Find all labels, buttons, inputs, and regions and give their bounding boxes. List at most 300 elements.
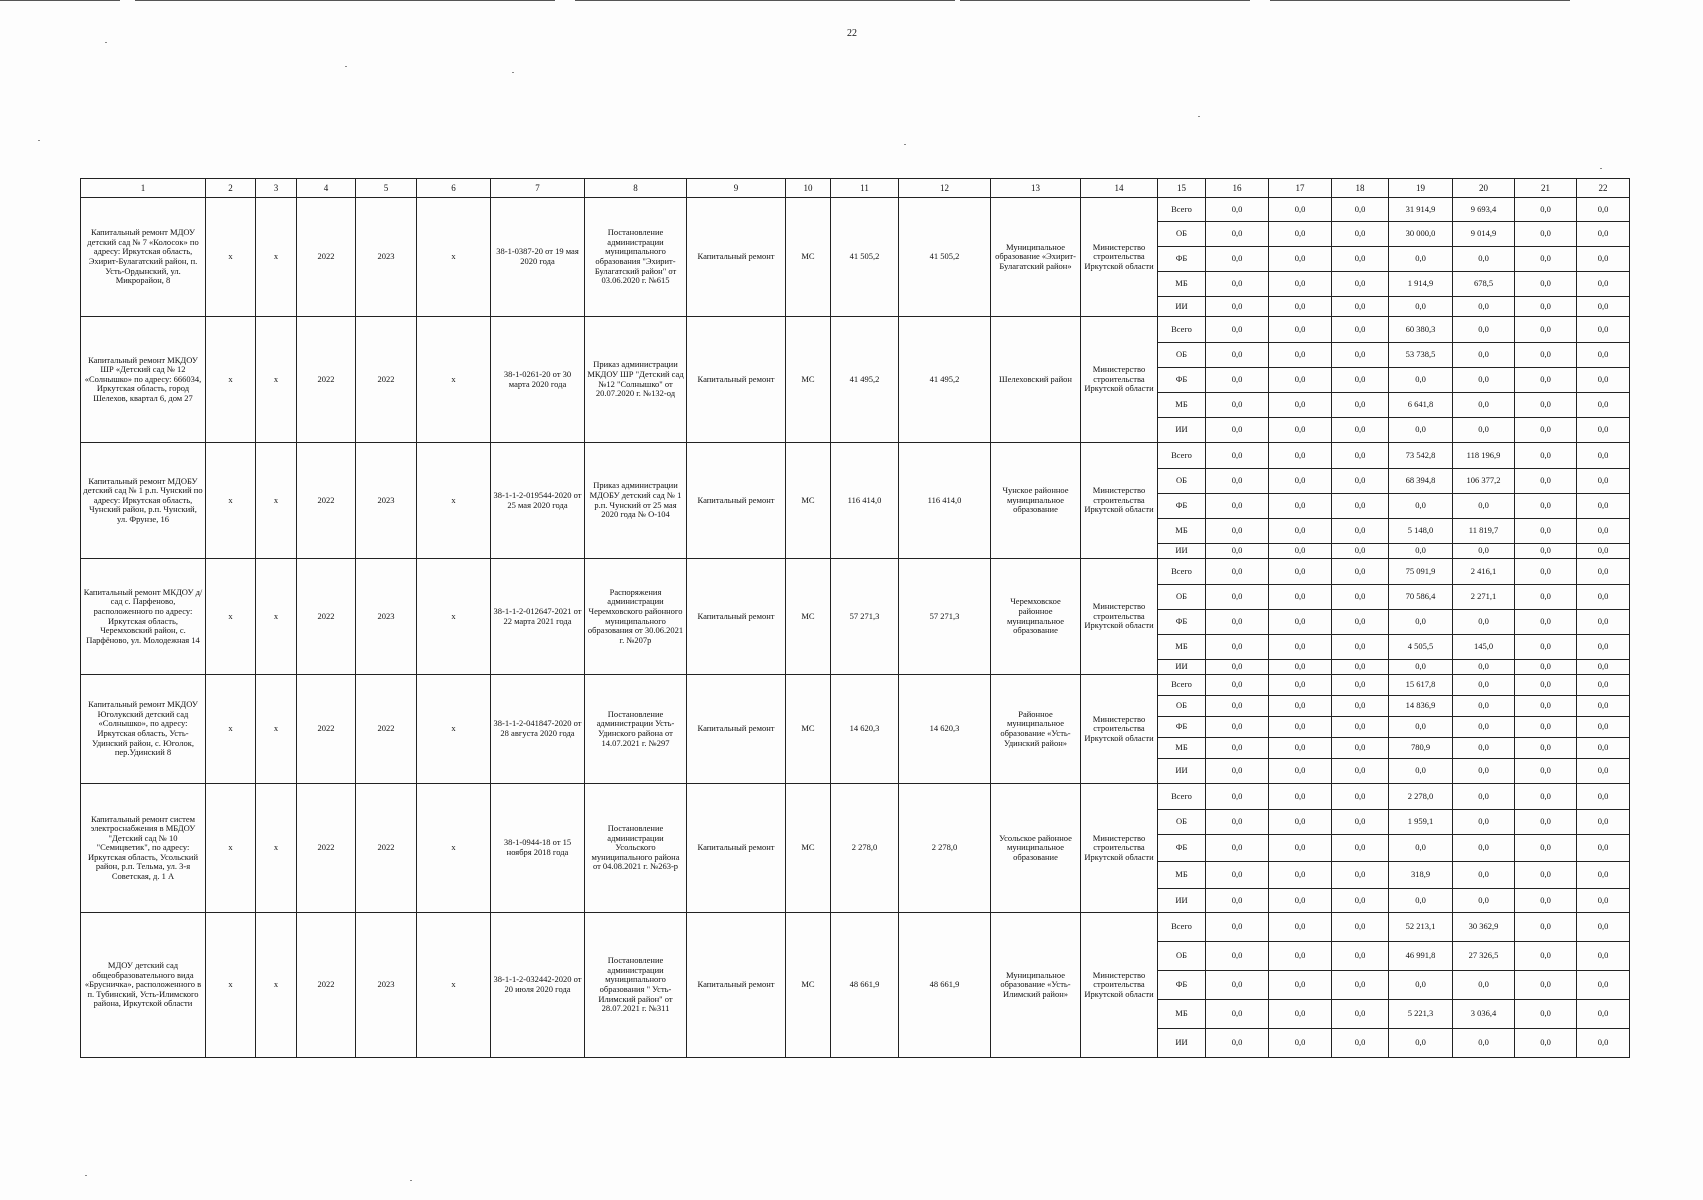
amount-col-22: 0,0 [1577,717,1630,738]
amount-col-18: 0,0 [1332,469,1389,494]
project-5-col-6: х [417,675,491,784]
amount-col-20: 145,0 [1453,635,1515,660]
amount-col-17: 0,0 [1269,942,1332,971]
column-number-8: 8 [585,179,687,198]
funding-source-label: ИИ [1158,660,1206,675]
funding-source-label: ФБ [1158,971,1206,1000]
project-4-col-1: Капитальный ремонт МКДОУ д/сад с. Парфеново, расположенного по адресу: Иркутская область, Черемховский район, с. Парфёново, ул. Молодежная 14 [81,559,206,675]
project-6-col-3: х [256,784,297,913]
project-1-col-9: Капитальный ремонт [687,198,786,317]
project-6-col-9: Капитальный ремонт [687,784,786,913]
project-3-col-13: Чунское районное муниципальное образование [991,443,1081,559]
amount-col-20: 0,0 [1453,418,1515,443]
column-number-15: 15 [1158,179,1206,198]
project-1-col-5: 2023 [356,198,417,317]
funding-source-label: МБ [1158,519,1206,544]
project-2-col-13: Шелеховский район [991,317,1081,443]
amount-col-18: 0,0 [1332,635,1389,660]
project-6-col-8: Постановление администрации Усольского муниципального района от 04.08.2021 г. №263-р [585,784,687,913]
project-6-col-5: 2022 [356,784,417,913]
project-1-col-7: 38-1-0387-20 от 19 мая 2020 года [491,198,585,317]
amount-col-22: 0,0 [1577,418,1630,443]
amount-col-22: 0,0 [1577,971,1630,1000]
project-3-col-11: 116 414,0 [831,443,899,559]
amount-col-17: 0,0 [1269,368,1332,393]
amount-col-20: 9 693,4 [1453,198,1515,222]
amount-col-19: 0,0 [1389,247,1453,272]
project-1-col-8: Постановление администрации муниципального образования "Эхирит-Булагатский район" от 03.06.2020 г. №615 [585,198,687,317]
funding-source-label: ОБ [1158,469,1206,494]
amount-col-22: 0,0 [1577,222,1630,247]
project-1-col-4: 2022 [297,198,356,317]
amount-col-17: 0,0 [1269,835,1332,862]
project-3-col-4: 2022 [297,443,356,559]
amount-col-17: 0,0 [1269,443,1332,469]
funding-source-label: ОБ [1158,810,1206,835]
project-1-col-14: Министерство строительства Иркутской области [1081,198,1158,317]
amount-col-20: 118 196,9 [1453,443,1515,469]
amount-col-18: 0,0 [1332,675,1389,696]
amount-col-21: 0,0 [1515,696,1577,717]
project-5-col-14: Министерство строительства Иркутской области [1081,675,1158,784]
funding-source-label: ФБ [1158,494,1206,519]
amount-col-21: 0,0 [1515,1000,1577,1029]
funding-source-label: ИИ [1158,1029,1206,1058]
project-7-col-5: 2023 [356,913,417,1058]
project-4-col-11: 57 271,3 [831,559,899,675]
amount-col-19: 0,0 [1389,368,1453,393]
funding-source-label: Всего [1158,675,1206,696]
funding-source-label: МБ [1158,272,1206,297]
amount-col-22: 0,0 [1577,247,1630,272]
column-number-2: 2 [206,179,256,198]
amount-col-18: 0,0 [1332,889,1389,913]
column-number-6: 6 [417,179,491,198]
amount-col-21: 0,0 [1515,272,1577,297]
funding-source-label: Всего [1158,198,1206,222]
amount-col-21: 0,0 [1515,759,1577,784]
amount-col-16: 0,0 [1206,418,1269,443]
amount-col-22: 0,0 [1577,519,1630,544]
amount-col-17: 0,0 [1269,717,1332,738]
project-4-col-3: х [256,559,297,675]
project-3-col-10: МС [786,443,831,559]
amount-col-20: 0,0 [1453,696,1515,717]
amount-col-20: 0,0 [1453,610,1515,635]
amount-col-18: 0,0 [1332,559,1389,585]
amount-col-16: 0,0 [1206,971,1269,1000]
amount-col-17: 0,0 [1269,1029,1332,1058]
column-number-22: 22 [1577,179,1630,198]
project-6-col-4: 2022 [297,784,356,913]
amount-col-20: 3 036,4 [1453,1000,1515,1029]
amount-col-22: 0,0 [1577,443,1630,469]
amount-col-16: 0,0 [1206,585,1269,610]
project-1-col-11: 41 505,2 [831,198,899,317]
amount-col-17: 0,0 [1269,585,1332,610]
amount-col-22: 0,0 [1577,889,1630,913]
funding-source-label: МБ [1158,1000,1206,1029]
funding-source-label: ФБ [1158,368,1206,393]
table-row [81,559,1630,585]
amount-col-21: 0,0 [1515,544,1577,559]
amount-col-16: 0,0 [1206,913,1269,942]
amount-col-20: 2 271,1 [1453,585,1515,610]
amount-col-19: 780,9 [1389,738,1453,759]
amount-col-20: 0,0 [1453,317,1515,343]
project-5-col-9: Капитальный ремонт [687,675,786,784]
project-5-col-8: Постановление администрации Усть-Удинского района от 14.07.2021 г. №297 [585,675,687,784]
amount-col-17: 0,0 [1269,610,1332,635]
amount-col-19: 0,0 [1389,1029,1453,1058]
amount-col-21: 0,0 [1515,222,1577,247]
amount-col-17: 0,0 [1269,544,1332,559]
amount-col-18: 0,0 [1332,343,1389,368]
amount-col-20: 0,0 [1453,759,1515,784]
amount-col-21: 0,0 [1515,835,1577,862]
amount-col-21: 0,0 [1515,942,1577,971]
amount-col-17: 0,0 [1269,759,1332,784]
amount-col-19: 70 586,4 [1389,585,1453,610]
amount-col-20: 678,5 [1453,272,1515,297]
amount-col-17: 0,0 [1269,971,1332,1000]
funding-source-label: ФБ [1158,717,1206,738]
amount-col-18: 0,0 [1332,519,1389,544]
project-2-col-1: Капитальный ремонт МКДОУ ШР «Детский сад № 12 «Солнышко» по адресу: 666034, Иркутская область, город Шелехов, квартал 6, дом 27 [81,317,206,443]
amount-col-21: 0,0 [1515,675,1577,696]
amount-col-18: 0,0 [1332,418,1389,443]
amount-col-16: 0,0 [1206,222,1269,247]
table-row [81,317,1630,343]
amount-col-22: 0,0 [1577,1000,1630,1029]
amount-col-20: 0,0 [1453,660,1515,675]
amount-col-17: 0,0 [1269,635,1332,660]
amount-col-16: 0,0 [1206,835,1269,862]
amount-col-21: 0,0 [1515,913,1577,942]
column-number-5: 5 [356,179,417,198]
amount-col-20: 0,0 [1453,675,1515,696]
funding-source-label: ФБ [1158,247,1206,272]
amount-col-18: 0,0 [1332,913,1389,942]
amount-col-22: 0,0 [1577,913,1630,942]
funding-source-label: ИИ [1158,297,1206,317]
project-7-col-2: х [206,913,256,1058]
amount-col-19: 73 542,8 [1389,443,1453,469]
amount-col-20: 30 362,9 [1453,913,1515,942]
amount-col-19: 5 148,0 [1389,519,1453,544]
amount-col-21: 0,0 [1515,717,1577,738]
project-3-col-9: Капитальный ремонт [687,443,786,559]
project-3-col-3: х [256,443,297,559]
amount-col-19: 31 914,9 [1389,198,1453,222]
project-3-col-7: 38-1-1-2-019544-2020 от 25 мая 2020 года [491,443,585,559]
amount-col-22: 0,0 [1577,544,1630,559]
funding-source-label: ОБ [1158,222,1206,247]
project-6-col-10: МС [786,784,831,913]
amount-col-21: 0,0 [1515,317,1577,343]
project-6-col-11: 2 278,0 [831,784,899,913]
amount-col-20: 11 819,7 [1453,519,1515,544]
amount-col-16: 0,0 [1206,469,1269,494]
amount-col-21: 0,0 [1515,635,1577,660]
amount-col-20: 0,0 [1453,343,1515,368]
amount-col-16: 0,0 [1206,247,1269,272]
project-5-col-3: х [256,675,297,784]
amount-col-18: 0,0 [1332,759,1389,784]
amount-col-17: 0,0 [1269,272,1332,297]
amount-col-20: 0,0 [1453,810,1515,835]
amount-col-21: 0,0 [1515,418,1577,443]
amount-col-21: 0,0 [1515,494,1577,519]
amount-col-18: 0,0 [1332,784,1389,810]
amount-col-16: 0,0 [1206,544,1269,559]
amount-col-19: 6 641,8 [1389,393,1453,418]
project-7-col-3: х [256,913,297,1058]
funding-source-label: ФБ [1158,610,1206,635]
amount-col-18: 0,0 [1332,297,1389,317]
amount-col-17: 0,0 [1269,862,1332,889]
project-1-col-6: х [417,198,491,317]
project-7-col-9: Капитальный ремонт [687,913,786,1058]
amount-col-17: 0,0 [1269,222,1332,247]
amount-col-22: 0,0 [1577,317,1630,343]
amount-col-20: 0,0 [1453,862,1515,889]
amount-col-19: 0,0 [1389,418,1453,443]
amount-col-19: 0,0 [1389,544,1453,559]
project-5-col-7: 38-1-1-2-041847-2020 от 28 августа 2020 года [491,675,585,784]
column-number-14: 14 [1081,179,1158,198]
amount-col-19: 0,0 [1389,297,1453,317]
amount-col-17: 0,0 [1269,198,1332,222]
project-4-col-12: 57 271,3 [899,559,991,675]
capital-repair-table [80,178,1630,1058]
amount-col-22: 0,0 [1577,393,1630,418]
amount-col-16: 0,0 [1206,810,1269,835]
amount-col-20: 0,0 [1453,544,1515,559]
project-2-col-2: х [206,317,256,443]
amount-col-16: 0,0 [1206,393,1269,418]
amount-col-19: 53 738,5 [1389,343,1453,368]
project-7-col-4: 2022 [297,913,356,1058]
funding-source-label: МБ [1158,862,1206,889]
amount-col-22: 0,0 [1577,198,1630,222]
amount-col-22: 0,0 [1577,675,1630,696]
column-number-row [81,179,1630,198]
amount-col-17: 0,0 [1269,494,1332,519]
project-6-col-2: х [206,784,256,913]
project-7-col-12: 48 661,9 [899,913,991,1058]
project-2-col-5: 2022 [356,317,417,443]
funding-source-label: Всего [1158,317,1206,343]
project-1-col-12: 41 505,2 [899,198,991,317]
amount-col-16: 0,0 [1206,942,1269,971]
funding-source-label: Всего [1158,784,1206,810]
amount-col-17: 0,0 [1269,559,1332,585]
amount-col-17: 0,0 [1269,913,1332,942]
funding-source-label: ОБ [1158,343,1206,368]
amount-col-21: 0,0 [1515,368,1577,393]
project-1-col-3: х [256,198,297,317]
amount-col-18: 0,0 [1332,585,1389,610]
amount-col-17: 0,0 [1269,810,1332,835]
amount-col-21: 0,0 [1515,519,1577,544]
amount-col-22: 0,0 [1577,759,1630,784]
amount-col-22: 0,0 [1577,660,1630,675]
amount-col-18: 0,0 [1332,942,1389,971]
funding-source-label: ОБ [1158,696,1206,717]
amount-col-18: 0,0 [1332,660,1389,675]
amount-col-18: 0,0 [1332,544,1389,559]
amount-col-21: 0,0 [1515,443,1577,469]
amount-col-17: 0,0 [1269,343,1332,368]
amount-col-16: 0,0 [1206,198,1269,222]
amount-col-20: 2 416,1 [1453,559,1515,585]
project-1-col-1: Капитальный ремонт МДОУ детский сад № 7 «Колосок» по адресу: Иркутская область, Эхирит-Булагатский район, п. Усть-Ордынский, ул. Микрорайон, 8 [81,198,206,317]
amount-col-19: 0,0 [1389,717,1453,738]
project-4-col-9: Капитальный ремонт [687,559,786,675]
amount-col-16: 0,0 [1206,1000,1269,1029]
project-7-col-14: Министерство строительства Иркутской области [1081,913,1158,1058]
amount-col-16: 0,0 [1206,272,1269,297]
amount-col-20: 0,0 [1453,738,1515,759]
project-3-col-8: Приказ администрации МДОБУ детский сад № 1 р.п. Чунский от 25 мая 2020 года № О-104 [585,443,687,559]
amount-col-22: 0,0 [1577,343,1630,368]
project-5-col-1: Капитальный ремонт МКДОУ Юголукский детский сад «Солнышко», по адресу: Иркутская область, Усть-Удинский район, с. Юголок, пер.Удинский 8 [81,675,206,784]
column-number-12: 12 [899,179,991,198]
amount-col-21: 0,0 [1515,889,1577,913]
table-row [81,913,1630,942]
amount-col-20: 9 014,9 [1453,222,1515,247]
project-5-col-5: 2022 [356,675,417,784]
amount-col-18: 0,0 [1332,971,1389,1000]
amount-col-22: 0,0 [1577,696,1630,717]
project-4-col-4: 2022 [297,559,356,675]
project-2-col-8: Приказ администрации МКДОУ ШР "Детский сад №12 "Солнышко" от 20.07.2020 г. №132-од [585,317,687,443]
amount-col-17: 0,0 [1269,418,1332,443]
amount-col-19: 5 221,3 [1389,1000,1453,1029]
column-number-17: 17 [1269,179,1332,198]
amount-col-20: 0,0 [1453,393,1515,418]
project-2-col-3: х [256,317,297,443]
project-2-col-10: МС [786,317,831,443]
amount-col-16: 0,0 [1206,675,1269,696]
amount-col-16: 0,0 [1206,717,1269,738]
amount-col-16: 0,0 [1206,635,1269,660]
amount-col-22: 0,0 [1577,810,1630,835]
amount-col-19: 46 991,8 [1389,942,1453,971]
amount-col-22: 0,0 [1577,835,1630,862]
project-5-col-2: х [206,675,256,784]
amount-col-22: 0,0 [1577,738,1630,759]
amount-col-22: 0,0 [1577,862,1630,889]
amount-col-21: 0,0 [1515,810,1577,835]
amount-col-16: 0,0 [1206,784,1269,810]
amount-col-16: 0,0 [1206,610,1269,635]
project-2-col-11: 41 495,2 [831,317,899,443]
funding-source-label: ОБ [1158,585,1206,610]
project-1-col-13: Муниципальное образование «Эхирит-Булагатский район» [991,198,1081,317]
amount-col-18: 0,0 [1332,393,1389,418]
amount-col-20: 0,0 [1453,368,1515,393]
project-2-col-14: Министерство строительства Иркутской области [1081,317,1158,443]
project-7-col-13: Муниципальное образование «Усть-Илимский район» [991,913,1081,1058]
project-4-col-14: Министерство строительства Иркутской области [1081,559,1158,675]
amount-col-22: 0,0 [1577,469,1630,494]
amount-col-22: 0,0 [1577,585,1630,610]
column-number-13: 13 [991,179,1081,198]
amount-col-16: 0,0 [1206,738,1269,759]
amount-col-16: 0,0 [1206,1029,1269,1058]
amount-col-18: 0,0 [1332,1000,1389,1029]
project-2-col-4: 2022 [297,317,356,443]
project-1-col-2: х [206,198,256,317]
project-6-col-14: Министерство строительства Иркутской области [1081,784,1158,913]
funding-source-label: ИИ [1158,544,1206,559]
funding-source-label: ФБ [1158,835,1206,862]
amount-col-17: 0,0 [1269,317,1332,343]
column-number-16: 16 [1206,179,1269,198]
amount-col-20: 0,0 [1453,971,1515,1000]
amount-col-20: 0,0 [1453,784,1515,810]
project-7-col-7: 38-1-1-2-032442-2020 от 20 июля 2020 года [491,913,585,1058]
amount-col-19: 0,0 [1389,610,1453,635]
column-number-18: 18 [1332,179,1389,198]
amount-col-19: 68 394,8 [1389,469,1453,494]
amount-col-19: 52 213,1 [1389,913,1453,942]
amount-col-16: 0,0 [1206,759,1269,784]
amount-col-19: 15 617,8 [1389,675,1453,696]
funding-source-label: Всего [1158,559,1206,585]
project-7-col-1: МДОУ детский сад общеобразовательного вида «Брусничка», расположенного в п. Тубинский, Усть-Илимского района, Иркутской области [81,913,206,1058]
amount-col-19: 60 380,3 [1389,317,1453,343]
amount-col-20: 0,0 [1453,717,1515,738]
amount-col-22: 0,0 [1577,272,1630,297]
amount-col-20: 0,0 [1453,835,1515,862]
amount-col-17: 0,0 [1269,1000,1332,1029]
column-number-20: 20 [1453,179,1515,198]
table-row [81,198,1630,222]
project-6-col-12: 2 278,0 [899,784,991,913]
amount-col-22: 0,0 [1577,784,1630,810]
amount-col-21: 0,0 [1515,660,1577,675]
amount-col-16: 0,0 [1206,297,1269,317]
project-6-col-6: х [417,784,491,913]
amount-col-16: 0,0 [1206,559,1269,585]
project-5-col-11: 14 620,3 [831,675,899,784]
project-7-col-8: Постановление администрации муниципального образования " Усть-Илимский район" от 28.07.2021 г. №311 [585,913,687,1058]
amount-col-21: 0,0 [1515,1029,1577,1058]
amount-col-17: 0,0 [1269,393,1332,418]
amount-col-19: 318,9 [1389,862,1453,889]
amount-col-21: 0,0 [1515,610,1577,635]
project-2-col-6: х [417,317,491,443]
amount-col-17: 0,0 [1269,519,1332,544]
project-3-col-1: Капитальный ремонт МДОБУ детский сад № 1 р.п. Чунский по адресу: Иркутская область, Чунский район, р.п. Чунский, ул. Фрунзе, 16 [81,443,206,559]
table-row [81,443,1630,469]
amount-col-20: 106 377,2 [1453,469,1515,494]
amount-col-18: 0,0 [1332,368,1389,393]
amount-col-18: 0,0 [1332,835,1389,862]
amount-col-21: 0,0 [1515,469,1577,494]
amount-col-17: 0,0 [1269,675,1332,696]
amount-col-19: 4 505,5 [1389,635,1453,660]
amount-col-17: 0,0 [1269,297,1332,317]
amount-col-21: 0,0 [1515,198,1577,222]
amount-col-17: 0,0 [1269,784,1332,810]
project-5-col-10: МС [786,675,831,784]
project-7-col-6: х [417,913,491,1058]
amount-col-19: 0,0 [1389,660,1453,675]
